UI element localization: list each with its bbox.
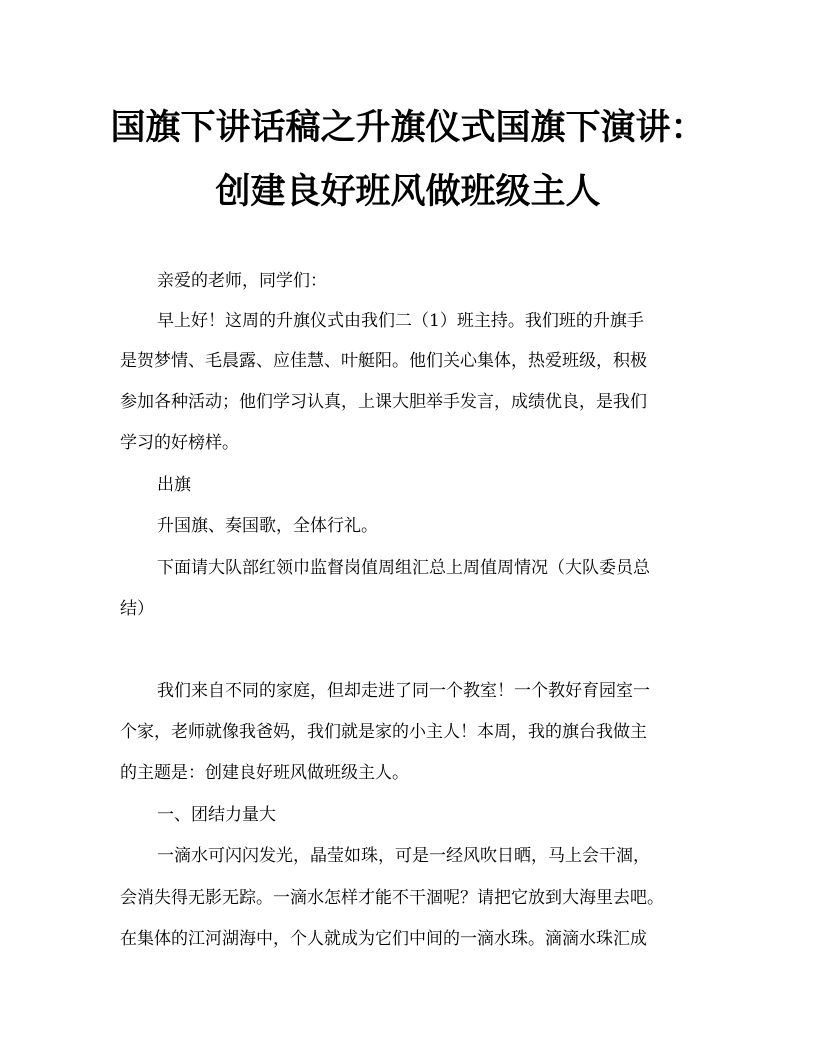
paragraph-line: 学习的好榜样。 — [120, 433, 239, 453]
document-title-line-2: 创建良好班风做班级主人 — [215, 171, 601, 212]
paragraph-line: 结） — [120, 599, 154, 619]
paragraph-line: 在集体的江河湖海中，个人就成为它们中间的一滴水珠。滴滴水珠汇成 — [120, 929, 647, 949]
paragraph-line: 是贺梦情、毛晨露、应佳慧、叶艇阳。他们关心集体，热爱班级，积极 — [120, 351, 647, 371]
paragraph-line: 一滴水可闪闪发光，晶莹如珠，可是一经风吹日晒，马上会干涸， — [157, 846, 650, 866]
paragraph-line: 会消失得无影无踪。一滴水怎样才能不干涸呢？请把它放到大海里去吧。 — [120, 888, 664, 908]
paragraph-line: 的主题是：创建良好班风做班级主人。 — [120, 763, 409, 783]
paragraph-line: 我们来自不同的家庭，但却走进了同一个教室！一个教好育园室一 — [157, 681, 650, 701]
salutation: 亲爱的老师，同学们： — [157, 271, 327, 291]
section-heading: 一、团结力量大 — [157, 805, 276, 825]
paragraph-line: 升国旗、奏国歌，全体行礼。 — [157, 516, 378, 536]
paragraph-line: 参加各种活动；他们学习认真，上课大胆举手发言，成绩优良，是我们 — [120, 392, 647, 412]
document-title-line-1: 国旗下讲话稿之升旗仪式国旗下演讲： — [110, 107, 706, 148]
paragraph-line: 出旗 — [157, 475, 191, 495]
paragraph-line: 个家，老师就像我爸妈，我们就是家的小主人！本周，我的旗台我做主 — [120, 722, 647, 742]
paragraph-line: 早上好！这周的升旗仪式由我们二（1）班主持。我们班的升旗手 — [157, 311, 644, 331]
paragraph-line: 下面请大队部红领巾监督岗值周组汇总上周值周情况（大队委员总 — [157, 558, 650, 578]
